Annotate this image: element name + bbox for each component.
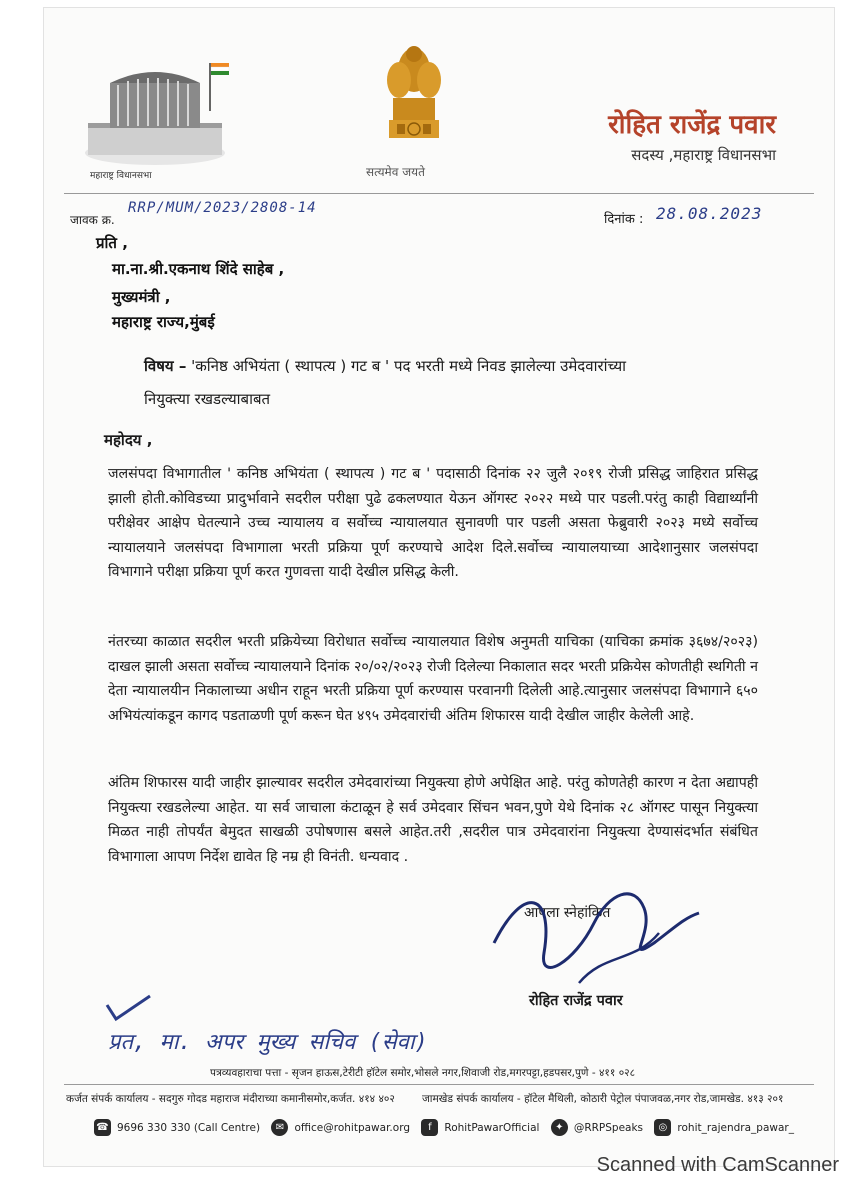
sender-designation: सदस्य ,महाराष्ट्र विधानसभा <box>631 146 776 164</box>
header-divider <box>64 193 814 194</box>
copy-to: प्रत, मा. अपर मुख्य सचिव (सेवा) <box>108 1030 428 1055</box>
instagram-icon: ◎ <box>654 1119 671 1136</box>
twitter-icon: ✦ <box>551 1119 568 1136</box>
correspondence-address: पत्रव्यवहाराचा पत्ता - सृजन हाऊस,टेरीटी हॉटेल समोर,भोसले नगर,शिवाजी रोड,मगरपट्टा,हडपसर,पुणे - ४११ ०२८ <box>210 1067 636 1079</box>
twitter-text: @RRPSpeaks <box>573 1121 644 1134</box>
reference-label: जावक क्र. <box>70 213 115 227</box>
checkmark-icon <box>104 993 154 1027</box>
phone-icon: ☎ <box>94 1119 111 1136</box>
recipient-place: महाराष्ट्र राज्य,मुंबई <box>112 313 215 331</box>
footer-divider <box>64 1084 814 1085</box>
recipient-designation: मुख्यमंत्री , <box>112 288 171 306</box>
contact-bar <box>94 1119 794 1136</box>
national-emblem-icon <box>379 40 449 164</box>
signatory-name: रोहित राजेंद्र पवार <box>529 993 623 1009</box>
assembly-building-logo <box>80 53 230 172</box>
salutation: महोदय , <box>104 431 153 449</box>
body-paragraph-1: जलसंपदा विभागातील ' कनिष्ठ अभियंता ( स्थापत्य ) गट ब ' पदासाठी दिनांक २२ जुलै २०१९ रोजी प्रसिद्ध जाहिरात प्रसिद्ध झाली होती.कोविडच्या प्रादुर्भावाने सदरील परीक्षा पुढे ढकलण्यात येऊन ऑगस्ट २०२२ मध्ये पार पडली.परंतु काही विद्यार्थ्यांनी परीक्षेवर आक्षेप घेतल्याने उच्च न्यायालय व सर्वोच्च न्यायालयात सुनावणी पार पडली असता फेब्रुवारी २०२३ मध्ये सर्वोच्च न्यायालयाने जलसंपदा विभागाला भरती प्रक्रिया पूर्ण करण्याचे आदेश दिले.सर्वोच्च न्यायालयाच्या आदेशानुसार जलसंपदा विभागाने परीक्षा प्रक्रिया पूर्ण करत गुणवत्ता यादी देखील प्रसिद्ध केली. <box>108 466 758 580</box>
instagram-text: rohit_rajendra_pawar_ <box>677 1121 794 1134</box>
karjat-office-address: कर्जत संपर्क कार्यालय - सदगुरु गोदड महाराज मंदीराच्या कमानीसमोर,कर्जत. ४१४ ४०२ <box>66 1093 395 1105</box>
letter-date: 28.08.2023 <box>656 204 763 223</box>
camscanner-watermark: Scanned with CamScanner <box>596 1154 839 1176</box>
contact-facebook <box>421 1119 539 1136</box>
subject-line2: नियुक्त्या रखडल्याबाबत <box>144 390 271 408</box>
body-paragraph-3: अंतिम शिफारस यादी जाहीर झाल्यावर सदरील उमेदवारांच्या नियुक्त्या होणे अपेक्षित आहे. परंतु कोणतेही कारण न देता अद्यापही नियुक्त्या रखडलेल्या आहेत. या सर्व जाचाला कंटाळून हे सर्व उमेदवार सिंचन भवन,पुणे येथे दिनांक २८ ऑगस्ट पासून नियुक्त्या मिळत नाही तोपर्यंत बेमुदत साखळी उपोषणास बसले आहेत.तरी ,सदरील पात्र उमेदवारांना नियुक्त्या देण्यासंदर्भात संबंधित विभागाला आपण निर्देश द्यावेत हि नम्र ही विनंती. धन्यवाद . <box>108 775 758 865</box>
recipient-to: प्रति , <box>96 234 128 252</box>
letter-page <box>44 8 834 1166</box>
contact-phone <box>94 1119 260 1136</box>
contact-email <box>271 1119 410 1136</box>
phone-text: 9696 330 330 (Call Centre) <box>117 1121 261 1134</box>
date-label: दिनांक : <box>604 212 644 227</box>
emblem-motto: सत्यमेव जयते <box>366 165 425 179</box>
subject-line1: 'कनिष्ठ अभियंता ( स्थापत्य ) गट ब ' पद भरती मध्ये निवड झालेल्या उमेदवारांच्या <box>191 357 627 375</box>
facebook-icon: f <box>421 1119 438 1136</box>
assembly-caption: महाराष्ट्र विधानसभा <box>90 171 152 181</box>
facebook-text: RohitPawarOfficial <box>444 1121 540 1134</box>
recipient-name: मा.ना.श्री.एकनाथ शिंदे साहेब , <box>112 260 285 278</box>
jamkhed-office-address: जामखेड संपर्क कार्यालय - हॉटेल मैथिली, कोठारी पेट्रोल पंपाजवळ,नगर रोड,जामखेड. ४१३ २०१ <box>422 1093 784 1105</box>
reference-number: RRP/MUM/2023/2808-14 <box>128 200 317 216</box>
body-paragraph-2: नंतरच्या काळात सदरील भरती प्रक्रियेच्या विरोधात सर्वोच्च न्यायालयात विशेष अनुमती याचिका (याचिका क्रमांक ३६७४/२०२३) दाखल झाली असता सर्वोच्च न्यायालयाने दिनांक २०/०२/२०२३ रोजी दिलेल्या निकालात सदर भरती प्रक्रियेस कोणतीही स्थगिती न देता न्यायालयीन निकालाच्या अधीन राहून भरती प्रक्रिया पूर्ण करण्यास परवानगी दिलेली आहे.त्यानुसार जलसंपदा विभागाने ६५० अभियंत्यांकडून कागद पडताळणी पूर्ण करून घेत ४९५ उमेदवारांची अंतिम शिफारस यादी देखील जाहीर केलेली आहे. <box>108 634 758 724</box>
contact-twitter <box>551 1119 643 1136</box>
email-text: office@rohitpawar.org <box>294 1121 410 1134</box>
subject <box>144 350 744 416</box>
sender-name: रोहित राजेंद्र पवार <box>608 110 776 140</box>
closing: आपला स्नेहांकित <box>524 905 611 921</box>
subject-label: विषय – <box>144 357 187 375</box>
contact-instagram <box>654 1119 794 1136</box>
email-icon: ✉ <box>271 1119 288 1136</box>
